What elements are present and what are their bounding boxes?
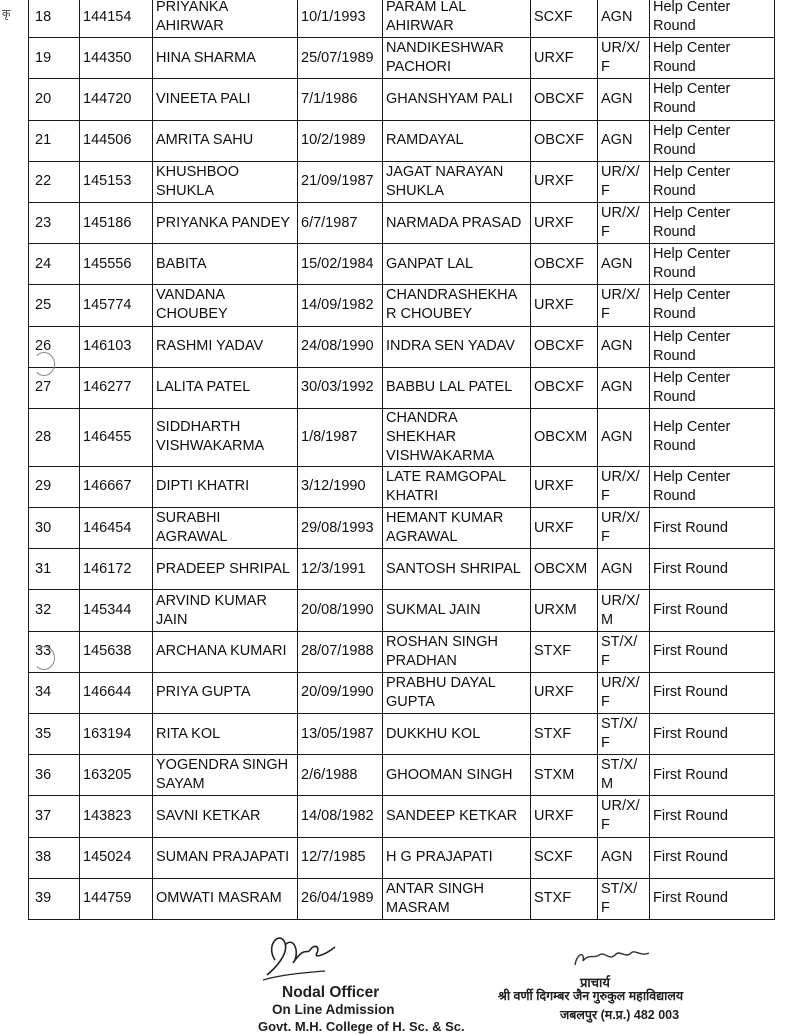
principal-signature xyxy=(565,943,655,973)
category-cell: URXF xyxy=(531,161,598,202)
date-of-birth-cell: 14/08/1982 xyxy=(298,796,383,837)
date-of-birth-cell: 21/09/1987 xyxy=(298,161,383,202)
registration-id-cell: 145186 xyxy=(80,202,153,243)
punch-hole-mark xyxy=(33,646,55,670)
table-body xyxy=(29,0,775,919)
round-cell: Help Center Round xyxy=(650,466,775,507)
father-name-cell: CHANDRA SHEKHAR VISHWAKARMA xyxy=(383,408,531,466)
reservation-cell: AGN xyxy=(598,120,650,161)
serial-no-cell: 26 xyxy=(29,326,80,367)
serial-no-cell: 29 xyxy=(29,466,80,507)
date-of-birth-cell: 3/12/1990 xyxy=(298,466,383,507)
registration-id-cell: 146454 xyxy=(80,508,153,549)
category-cell: STXF xyxy=(531,631,598,672)
reservation-cell: AGN xyxy=(598,549,650,590)
date-of-birth-cell: 10/2/1989 xyxy=(298,120,383,161)
candidate-name-cell: PRIYANKA AHIRWAR xyxy=(153,0,298,38)
date-of-birth-cell: 28/07/1988 xyxy=(298,631,383,672)
registration-id-cell: 144350 xyxy=(80,38,153,79)
father-name-cell: ROSHAN SINGH PRADHAN xyxy=(383,631,531,672)
round-cell: First Round xyxy=(650,631,775,672)
registration-id-cell: 145774 xyxy=(80,285,153,326)
candidate-name-cell: SUMAN PRAJAPATI xyxy=(153,837,298,878)
registration-id-cell: 145344 xyxy=(80,590,153,631)
registration-id-cell: 146277 xyxy=(80,367,153,408)
round-cell: First Round xyxy=(650,837,775,878)
father-name-cell: PARAM LAL AHIRWAR xyxy=(383,0,531,38)
candidate-name-cell: AMRITA SAHU xyxy=(153,120,298,161)
online-admission-label: On Line Admission xyxy=(272,1002,395,1017)
father-name-cell: ANTAR SINGH MASRAM xyxy=(383,878,531,919)
table-row xyxy=(29,549,775,590)
date-of-birth-cell: 25/07/1989 xyxy=(298,38,383,79)
father-name-cell: NANDIKESHWAR PACHORI xyxy=(383,38,531,79)
father-name-cell: SUKMAL JAIN xyxy=(383,590,531,631)
serial-no-cell: 23 xyxy=(29,202,80,243)
serial-no-cell: 37 xyxy=(29,796,80,837)
category-cell: URXF xyxy=(531,202,598,243)
round-cell: Help Center Round xyxy=(650,161,775,202)
serial-no-cell: 30 xyxy=(29,508,80,549)
serial-no-cell: 38 xyxy=(29,837,80,878)
candidate-name-cell: LALITA PATEL xyxy=(153,367,298,408)
round-cell: Help Center Round xyxy=(650,285,775,326)
round-cell: First Round xyxy=(650,672,775,713)
category-cell: URXF xyxy=(531,466,598,507)
father-name-cell: H G PRAJAPATI xyxy=(383,837,531,878)
reservation-cell: UR/X/F xyxy=(598,796,650,837)
registration-id-cell: 144154 xyxy=(80,0,153,38)
father-name-cell: PRABHU DAYAL GUPTA xyxy=(383,672,531,713)
city-pincode-hindi: जबलपुर (म.प्र.) 482 003 xyxy=(560,1008,680,1022)
candidate-name-cell: HINA SHARMA xyxy=(153,38,298,79)
round-cell: Help Center Round xyxy=(650,367,775,408)
reservation-cell: AGN xyxy=(598,837,650,878)
serial-no-cell: 36 xyxy=(29,755,80,796)
candidate-name-cell: PRIYA GUPTA xyxy=(153,672,298,713)
date-of-birth-cell: 2/6/1988 xyxy=(298,755,383,796)
round-cell: Help Center Round xyxy=(650,79,775,120)
table-row xyxy=(29,0,775,38)
college-name-hindi: श्री वर्णी दिगम्बर जैन गुरुकुल महाविद्यालय xyxy=(498,989,684,1003)
round-cell: Help Center Round xyxy=(650,38,775,79)
table-row xyxy=(29,202,775,243)
father-name-cell: DUKKHU KOL xyxy=(383,714,531,755)
round-cell: Help Center Round xyxy=(650,202,775,243)
serial-no-cell: 32 xyxy=(29,590,80,631)
round-cell: First Round xyxy=(650,590,775,631)
table-row xyxy=(29,285,775,326)
reservation-cell: AGN xyxy=(598,244,650,285)
reservation-cell: UR/X/F xyxy=(598,672,650,713)
table-row xyxy=(29,755,775,796)
candidate-name-cell: YOGENDRA SINGH SAYAM xyxy=(153,755,298,796)
reservation-cell: UR/X/F xyxy=(598,508,650,549)
category-cell: URXF xyxy=(531,508,598,549)
serial-no-cell: 24 xyxy=(29,244,80,285)
category-cell: STXM xyxy=(531,755,598,796)
candidate-name-cell: RASHMI YADAV xyxy=(153,326,298,367)
registration-id-cell: 146644 xyxy=(80,672,153,713)
candidate-name-cell: SURABHI AGRAWAL xyxy=(153,508,298,549)
principal-title: प्राचार्य xyxy=(580,975,610,990)
category-cell: OBCXM xyxy=(531,549,598,590)
father-name-cell: HEMANT KUMAR AGRAWAL xyxy=(383,508,531,549)
category-cell: OBCXF xyxy=(531,367,598,408)
registration-id-cell: 146103 xyxy=(80,326,153,367)
serial-no-cell: 25 xyxy=(29,285,80,326)
serial-no-cell: 27 xyxy=(29,367,80,408)
candidate-name-cell: SIDDHARTH VISHWAKARMA xyxy=(153,408,298,466)
category-cell: OBCXM xyxy=(531,408,598,466)
father-name-cell: INDRA SEN YADAV xyxy=(383,326,531,367)
admission-list-table xyxy=(28,0,775,920)
serial-no-cell: 39 xyxy=(29,878,80,919)
date-of-birth-cell: 26/04/1989 xyxy=(298,878,383,919)
registration-id-cell: 146172 xyxy=(80,549,153,590)
nodal-officer-label: Nodal Officer xyxy=(282,984,380,1001)
date-of-birth-cell: 13/05/1987 xyxy=(298,714,383,755)
serial-no-cell: 20 xyxy=(29,79,80,120)
date-of-birth-cell: 6/7/1987 xyxy=(298,202,383,243)
registration-id-cell: 144759 xyxy=(80,878,153,919)
table-row xyxy=(29,837,775,878)
category-cell: SCXF xyxy=(531,837,598,878)
serial-no-cell: 21 xyxy=(29,120,80,161)
registration-id-cell: 143823 xyxy=(80,796,153,837)
father-name-cell: BABBU LAL PATEL xyxy=(383,367,531,408)
table-row xyxy=(29,367,775,408)
reservation-cell: UR/X/F xyxy=(598,38,650,79)
registration-id-cell: 144720 xyxy=(80,79,153,120)
reservation-cell: AGN xyxy=(598,367,650,408)
reservation-cell: AGN xyxy=(598,0,650,38)
father-name-cell: CHANDRASHEKHAR CHOUBEY xyxy=(383,285,531,326)
table-row xyxy=(29,878,775,919)
date-of-birth-cell: 1/8/1987 xyxy=(298,408,383,466)
reservation-cell: AGN xyxy=(598,326,650,367)
reservation-cell: ST/X/F xyxy=(598,631,650,672)
round-cell: Help Center Round xyxy=(650,408,775,466)
category-cell: URXF xyxy=(531,796,598,837)
table-row xyxy=(29,408,775,466)
father-name-cell: SANTOSH SHRIPAL xyxy=(383,549,531,590)
candidate-name-cell: ARCHANA KUMARI xyxy=(153,631,298,672)
registration-id-cell: 145153 xyxy=(80,161,153,202)
candidate-name-cell: DIPTI KHATRI xyxy=(153,466,298,507)
serial-no-cell: 35 xyxy=(29,714,80,755)
punch-hole-mark xyxy=(33,352,55,376)
table-row xyxy=(29,466,775,507)
category-cell: URXF xyxy=(531,38,598,79)
signature-footer xyxy=(0,915,800,1032)
reservation-cell: AGN xyxy=(598,79,650,120)
round-cell: First Round xyxy=(650,508,775,549)
candidate-name-cell: VINEETA PALI xyxy=(153,79,298,120)
round-cell: Help Center Round xyxy=(650,326,775,367)
table-row xyxy=(29,714,775,755)
candidate-name-cell: ARVIND KUMAR JAIN xyxy=(153,590,298,631)
candidate-name-cell: VANDANA CHOUBEY xyxy=(153,285,298,326)
candidate-name-cell: SAVNI KETKAR xyxy=(153,796,298,837)
father-name-cell: GHANSHYAM PALI xyxy=(383,79,531,120)
corner-mark: कृ xyxy=(2,8,11,20)
category-cell: OBCXF xyxy=(531,120,598,161)
date-of-birth-cell: 20/09/1990 xyxy=(298,672,383,713)
round-cell: First Round xyxy=(650,549,775,590)
table-row xyxy=(29,38,775,79)
table-row xyxy=(29,672,775,713)
table-row xyxy=(29,508,775,549)
table-row xyxy=(29,120,775,161)
candidate-name-cell: RITA KOL xyxy=(153,714,298,755)
category-cell: OBCXF xyxy=(531,244,598,285)
category-cell: OBCXF xyxy=(531,79,598,120)
round-cell: First Round xyxy=(650,878,775,919)
candidate-name-cell: PRIYANKA PANDEY xyxy=(153,202,298,243)
category-cell: STXF xyxy=(531,878,598,919)
date-of-birth-cell: 14/09/1982 xyxy=(298,285,383,326)
candidate-name-cell: BABITA xyxy=(153,244,298,285)
serial-no-cell: 28 xyxy=(29,408,80,466)
registration-id-cell: 145638 xyxy=(80,631,153,672)
father-name-cell: JAGAT NARAYAN SHUKLA xyxy=(383,161,531,202)
table-row xyxy=(29,244,775,285)
date-of-birth-cell: 10/1/1993 xyxy=(298,0,383,38)
date-of-birth-cell: 29/08/1993 xyxy=(298,508,383,549)
reservation-cell: ST/X/F xyxy=(598,878,650,919)
registration-id-cell: 144506 xyxy=(80,120,153,161)
registration-id-cell: 163205 xyxy=(80,755,153,796)
category-cell: OBCXF xyxy=(531,326,598,367)
candidate-name-cell: OMWATI MASRAM xyxy=(153,878,298,919)
father-name-cell: SANDEEP KETKAR xyxy=(383,796,531,837)
registration-id-cell: 146667 xyxy=(80,466,153,507)
father-name-cell: LATE RAMGOPAL KHATRI xyxy=(383,466,531,507)
round-cell: Help Center Round xyxy=(650,0,775,38)
date-of-birth-cell: 20/08/1990 xyxy=(298,590,383,631)
reservation-cell: UR/X/F xyxy=(598,466,650,507)
table-row xyxy=(29,631,775,672)
reservation-cell: UR/X/ M xyxy=(598,590,650,631)
registration-id-cell: 146455 xyxy=(80,408,153,466)
father-name-cell: GANPAT LAL xyxy=(383,244,531,285)
serial-no-cell: 33 xyxy=(29,631,80,672)
reservation-cell: UR/X/F xyxy=(598,202,650,243)
category-cell: STXF xyxy=(531,714,598,755)
reservation-cell: ST/X/ M xyxy=(598,755,650,796)
registration-id-cell: 145024 xyxy=(80,837,153,878)
reservation-cell: AGN xyxy=(598,408,650,466)
category-cell: URXF xyxy=(531,285,598,326)
serial-no-cell: 34 xyxy=(29,672,80,713)
serial-no-cell: 22 xyxy=(29,161,80,202)
table-row xyxy=(29,796,775,837)
registration-id-cell: 145556 xyxy=(80,244,153,285)
category-cell: SCXF xyxy=(531,0,598,38)
round-cell: First Round xyxy=(650,796,775,837)
reservation-cell: UR/X/F xyxy=(598,285,650,326)
father-name-cell: NARMADA PRASAD xyxy=(383,202,531,243)
date-of-birth-cell: 15/02/1984 xyxy=(298,244,383,285)
college-name-label: Govt. M.H. College of H. Sc. & Sc. xyxy=(258,1019,465,1034)
category-cell: URXM xyxy=(531,590,598,631)
reservation-cell: ST/X/F xyxy=(598,714,650,755)
serial-no-cell: 31 xyxy=(29,549,80,590)
table-row xyxy=(29,161,775,202)
table-row xyxy=(29,79,775,120)
date-of-birth-cell: 12/7/1985 xyxy=(298,837,383,878)
father-name-cell: RAMDAYAL xyxy=(383,120,531,161)
nodal-officer-signature xyxy=(255,925,345,985)
serial-no-cell: 18 xyxy=(29,0,80,38)
round-cell: Help Center Round xyxy=(650,244,775,285)
registration-id-cell: 163194 xyxy=(80,714,153,755)
table-row xyxy=(29,326,775,367)
round-cell: First Round xyxy=(650,714,775,755)
father-name-cell: GHOOMAN SINGH xyxy=(383,755,531,796)
candidate-name-cell: PRADEEP SHRIPAL xyxy=(153,549,298,590)
serial-no-cell: 19 xyxy=(29,38,80,79)
category-cell: URXF xyxy=(531,672,598,713)
round-cell: First Round xyxy=(650,755,775,796)
reservation-cell: UR/X/F xyxy=(598,161,650,202)
date-of-birth-cell: 24/08/1990 xyxy=(298,326,383,367)
round-cell: Help Center Round xyxy=(650,120,775,161)
date-of-birth-cell: 7/1/1986 xyxy=(298,79,383,120)
table-row xyxy=(29,590,775,631)
date-of-birth-cell: 12/3/1991 xyxy=(298,549,383,590)
candidate-name-cell: KHUSHBOO SHUKLA xyxy=(153,161,298,202)
date-of-birth-cell: 30/03/1992 xyxy=(298,367,383,408)
